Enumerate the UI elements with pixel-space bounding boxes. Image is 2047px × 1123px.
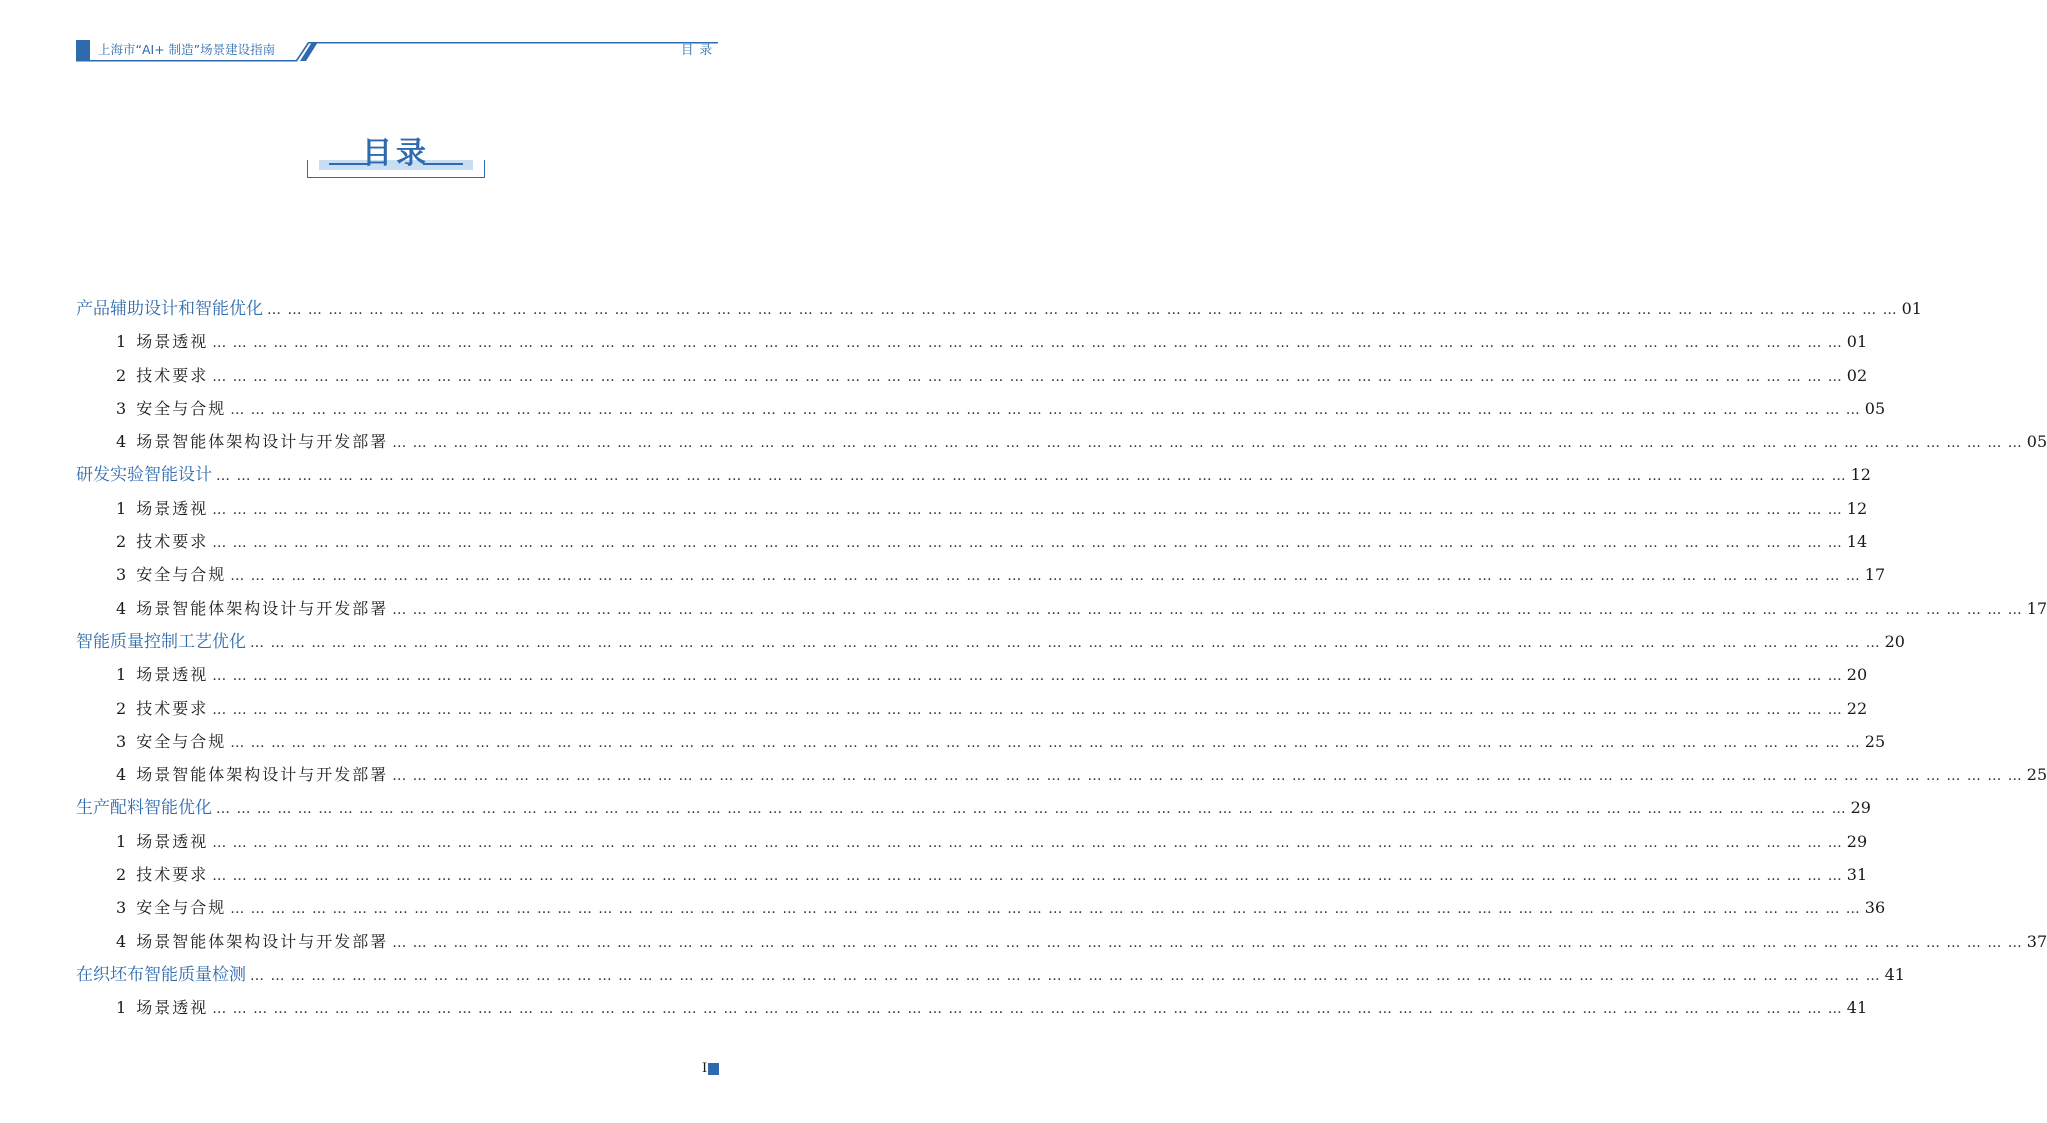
toc-entry-number: 2 (116, 698, 127, 718)
toc-entry-number: 1 (116, 831, 127, 851)
toc-section-entry[interactable] (76, 991, 1868, 1024)
header-rule (0, 0, 794, 70)
toc-heading-block (307, 134, 485, 178)
toc-entry-page: 29 (1846, 831, 1868, 851)
toc-entry-title: 技术要求 (136, 865, 209, 885)
toc-leader-dots: … … … … … … … … … … … … … … … … … … … … … … … … … … … … … … … … … … … … … … … … … … … … … … … … … … … … … … … … … … … … … … … … … … … … … … … … … … … … … … … … (392, 601, 2023, 618)
toc-entry-title: 产品辅助设计和智能优化 (76, 299, 263, 319)
toc-section-entry[interactable] (76, 359, 1868, 392)
toc-section-entry[interactable] (76, 325, 1868, 358)
toc-entry-label (76, 359, 208, 392)
toc-chapter-entry[interactable] (76, 791, 1871, 824)
toc-entry-label (76, 425, 388, 458)
toc-entry-page: 02 (1846, 365, 1868, 385)
toc-section-entry[interactable] (76, 558, 1886, 591)
toc-leader-dots: … … … … … … … … … … … … … … … … … … … … … … … … … … … … … … … … … … … … … … … … … … … … … … … … … … … … … … … … … … … … … … … … … … … … … … … … … … … … … … … … (392, 934, 2023, 951)
toc-leader-dots: … … … … … … … … … … … … … … … … … … … … … … … … … … … … … … … … … … … … … … … … … … … … … … … … … … … … … … … … … … … … … … … … … … … … … … … … … … … … … … … … (212, 868, 1843, 885)
toc-entry-number: 2 (116, 865, 127, 885)
toc-entry-label (76, 626, 246, 659)
toc-section-entry[interactable] (76, 825, 1868, 858)
toc-entry-label (76, 492, 208, 525)
toc-entry-label (76, 692, 208, 725)
toc-leader-dots: … … … … … … … … … … … … … … … … … … … … … … … … … … … … … … … … … … … … … … … … … … … … … … … … … … … … … … … … … … … … … … … … … … … … … … … … … … … … … … … … (212, 368, 1843, 385)
toc-entry-number: 4 (116, 931, 127, 951)
toc-entry-number: 2 (116, 532, 127, 552)
toc-section-entry[interactable] (76, 492, 1868, 525)
toc-leader-dots: … … … … … … … … … … … … … … … … … … … … … … … … … … … … … … … … … … … … … … … … … … … … … … … … … … … … … … … … … … … … … … … … … … … … … … … … … … … … … … … … (267, 302, 1898, 318)
toc-entry-label (76, 558, 226, 591)
toc-entry-title: 研发实验智能设计 (76, 465, 212, 486)
toc-section-entry[interactable] (76, 592, 2047, 625)
toc-leader-dots: … … … … … … … … … … … … … … … … … … … … … … … … … … … … … … … … … … … … … … … … … … … … … … … … … … … … … … … … … … … … … … … … … … … … … … … … … … … … … … … … (250, 967, 1881, 984)
toc-entry-number: 1 (116, 498, 127, 518)
toc-entry-number: 4 (116, 432, 127, 452)
toc-entry-number: 1 (116, 332, 127, 352)
toc-leader-dots: … … … … … … … … … … … … … … … … … … … … … … … … … … … … … … … … … … … … … … … … … … … … … … … … … … … … … … … … … … … … … … … … … … … … … … … … … … … … … … … … (212, 535, 1843, 552)
toc-entry-page: 36 (1864, 898, 1886, 918)
toc-section-entry[interactable] (76, 858, 1868, 891)
toc-entry-title: 场景智能体架构设计与开发部署 (136, 931, 389, 951)
toc-entry-number: 3 (116, 565, 127, 585)
page-title: 目录 (362, 136, 430, 171)
toc-section-entry[interactable] (76, 658, 1868, 691)
toc-section-entry[interactable] (76, 392, 1886, 425)
toc-entry-label (76, 658, 208, 691)
toc-chapter-entry[interactable] (76, 458, 1871, 491)
page-number-marker (708, 1063, 719, 1075)
toc-entry-label (76, 525, 208, 558)
toc-entry-page: 14 (1846, 532, 1868, 552)
toc-entry-page: 01 (1901, 299, 1922, 318)
toc-entry-page: 12 (1850, 465, 1871, 485)
toc-section-entry[interactable] (76, 925, 2047, 958)
toc-leader-dots: … … … … … … … … … … … … … … … … … … … … … … … … … … … … … … … … … … … … … … … … … … … … … … … … … … … … … … … … … … … … … … … … … … … … … … … … … … … … … … … … (216, 468, 1847, 485)
toc-entry-title: 安全与合规 (136, 565, 227, 585)
toc-leader-dots: … … … … … … … … … … … … … … … … … … … … … … … … … … … … … … … … … … … … … … … … … … … … … … … … … … … … … … … … … … … … … … … … … … … … … … … … … … … … … … … … (230, 901, 1861, 918)
toc-leader-dots: … … … … … … … … … … … … … … … … … … … … … … … … … … … … … … … … … … … … … … … … … … … … … … … … … … … … … … … … … … … … … … … … … … … … … … … … … … … … … … … … (212, 335, 1843, 352)
toc-entry-number: 1 (116, 665, 127, 685)
toc-section-entry[interactable] (76, 891, 1886, 924)
toc-entry-title: 场景透视 (136, 998, 209, 1018)
toc-leader-dots: … … … … … … … … … … … … … … … … … … … … … … … … … … … … … … … … … … … … … … … … … … … … … … … … … … … … … … … … … … … … … … … … … … … … … … … … … … … … … … … … (392, 435, 2023, 452)
toc-entry-page: 41 (1884, 964, 1905, 984)
toc-entry-label (76, 392, 226, 425)
toc-entry-label (76, 891, 226, 924)
toc-entry-title: 场景透视 (136, 831, 209, 851)
toc-leader-dots: … … … … … … … … … … … … … … … … … … … … … … … … … … … … … … … … … … … … … … … … … … … … … … … … … … … … … … … … … … … … … … … … … … … … … … … … … … … … … … … … (250, 634, 1881, 651)
toc-entry-page: 05 (1864, 398, 1886, 418)
toc-entry-page: 12 (1846, 498, 1868, 518)
toc-entry-title: 技术要求 (136, 365, 209, 385)
toc-entry-label (76, 293, 263, 326)
toc-section-entry[interactable] (76, 725, 1886, 758)
toc-leader-dots: … … … … … … … … … … … … … … … … … … … … … … … … … … … … … … … … … … … … … … … … … … … … … … … … … … … … … … … … … … … … … … … … … … … … … … … … … … … … … … … … (212, 834, 1843, 851)
header-doc-title: 上海市“AI+ 制造”场景建设指南 (98, 42, 276, 57)
toc-section-entry[interactable] (76, 692, 1868, 725)
toc-leader-dots: … … … … … … … … … … … … … … … … … … … … … … … … … … … … … … … … … … … … … … … … … … … … … … … … … … … … … … … … … … … … … … … … … … … … … … … … … … … … … … … … (230, 401, 1861, 418)
toc-leader-dots: … … … … … … … … … … … … … … … … … … … … … … … … … … … … … … … … … … … … … … … … … … … … … … … … … … … … … … … … … … … … … … … … … … … … … … … … … … … … … … … … (230, 568, 1861, 585)
toc-leader-dots: … … … … … … … … … … … … … … … … … … … … … … … … … … … … … … … … … … … … … … … … … … … … … … … … … … … … … … … … … … … … … … … … … … … … … … … … … … … … … … … … (216, 801, 1847, 818)
toc-section-entry[interactable] (76, 425, 2047, 458)
toc-entry-page: 01 (1846, 332, 1868, 352)
toc-entry-title: 场景透视 (136, 665, 209, 685)
toc-entry-title: 技术要求 (136, 532, 209, 552)
toc-entry-title: 智能质量控制工艺优化 (76, 631, 246, 652)
table-of-contents (76, 292, 2047, 1025)
toc-entry-title: 场景透视 (136, 498, 209, 518)
toc-entry-label (76, 792, 212, 825)
toc-entry-number: 1 (116, 998, 127, 1018)
header-section-label: 目录 (680, 42, 718, 57)
toc-entry-label (76, 758, 388, 791)
toc-entry-page: 31 (1846, 865, 1868, 885)
toc-entry-title: 在织坯布智能质量检测 (76, 964, 246, 985)
toc-entry-number: 3 (116, 898, 127, 918)
toc-entry-title: 技术要求 (136, 698, 209, 718)
toc-entry-page: 20 (1884, 631, 1905, 651)
toc-entry-label (76, 825, 208, 858)
toc-entry-title: 场景透视 (136, 332, 209, 352)
toc-entry-number: 3 (116, 731, 127, 751)
toc-entry-page: 25 (2026, 765, 2047, 785)
toc-entry-number: 2 (116, 365, 127, 385)
toc-entry-label (76, 858, 208, 891)
toc-entry-label (76, 325, 208, 358)
toc-section-entry[interactable] (76, 525, 1868, 558)
toc-entry-title: 场景智能体架构设计与开发部署 (136, 598, 389, 618)
toc-entry-number: 4 (116, 765, 127, 785)
toc-entry-title: 场景智能体架构设计与开发部署 (136, 432, 389, 452)
toc-leader-dots: … … … … … … … … … … … … … … … … … … … … … … … … … … … … … … … … … … … … … … … … … … … … … … … … … … … … … … … … … … … … … … … … … … … … … … … … … … … … … … … … (212, 1001, 1843, 1018)
toc-chapter-entry[interactable] (76, 292, 1922, 325)
toc-entry-page: 25 (1864, 731, 1886, 751)
toc-entry-page: 29 (1850, 798, 1871, 818)
toc-entry-label (76, 592, 388, 625)
toc-entry-title: 安全与合规 (136, 398, 227, 418)
toc-leader-dots: … … … … … … … … … … … … … … … … … … … … … … … … … … … … … … … … … … … … … … … … … … … … … … … … … … … … … … … … … … … … … … … … … … … … … … … … … … … … … … … … (212, 501, 1843, 518)
toc-entry-label (76, 925, 388, 958)
toc-entry-page: 05 (2026, 432, 2047, 452)
toc-entry-label (76, 959, 246, 992)
toc-entry-page: 22 (1846, 698, 1868, 718)
toc-leader-dots: … … … … … … … … … … … … … … … … … … … … … … … … … … … … … … … … … … … … … … … … … … … … … … … … … … … … … … … … … … … … … … … … … … … … … … … … … … … … … … … … (392, 768, 2023, 785)
toc-entry-page: 17 (1864, 565, 1886, 585)
toc-entry-page: 17 (2026, 598, 2047, 618)
page-number: I (702, 1061, 708, 1076)
toc-leader-dots: … … … … … … … … … … … … … … … … … … … … … … … … … … … … … … … … … … … … … … … … … … … … … … … … … … … … … … … … … … … … … … … … … … … … … … … … … … … … … … … … (230, 734, 1861, 751)
toc-entry-page: 20 (1846, 665, 1868, 685)
toc-entry-title: 生产配料智能优化 (76, 798, 212, 819)
toc-section-entry[interactable] (76, 758, 2047, 791)
toc-entry-label (76, 991, 208, 1024)
toc-chapter-entry[interactable] (76, 625, 1905, 658)
toc-leader-dots: … … … … … … … … … … … … … … … … … … … … … … … … … … … … … … … … … … … … … … … … … … … … … … … … … … … … … … … … … … … … … … … … … … … … … … … … … … … … … … … … (212, 668, 1843, 685)
toc-leader-dots: … … … … … … … … … … … … … … … … … … … … … … … … … … … … … … … … … … … … … … … … … … … … … … … … … … … … … … … … … … … … … … … … … … … … … … … … … … … … … … … … (212, 701, 1843, 718)
toc-entry-title: 场景智能体架构设计与开发部署 (136, 765, 389, 785)
toc-entry-number: 3 (116, 398, 127, 418)
toc-entry-page: 37 (2026, 931, 2047, 951)
toc-entry-number: 4 (116, 598, 127, 618)
page-header (0, 0, 794, 70)
toc-entry-page: 41 (1846, 998, 1868, 1018)
toc-chapter-entry[interactable] (76, 958, 1905, 991)
toc-entry-title: 安全与合规 (136, 731, 227, 751)
toc-entry-title: 安全与合规 (136, 898, 227, 918)
toc-entry-label (76, 459, 212, 492)
toc-entry-label (76, 725, 226, 758)
